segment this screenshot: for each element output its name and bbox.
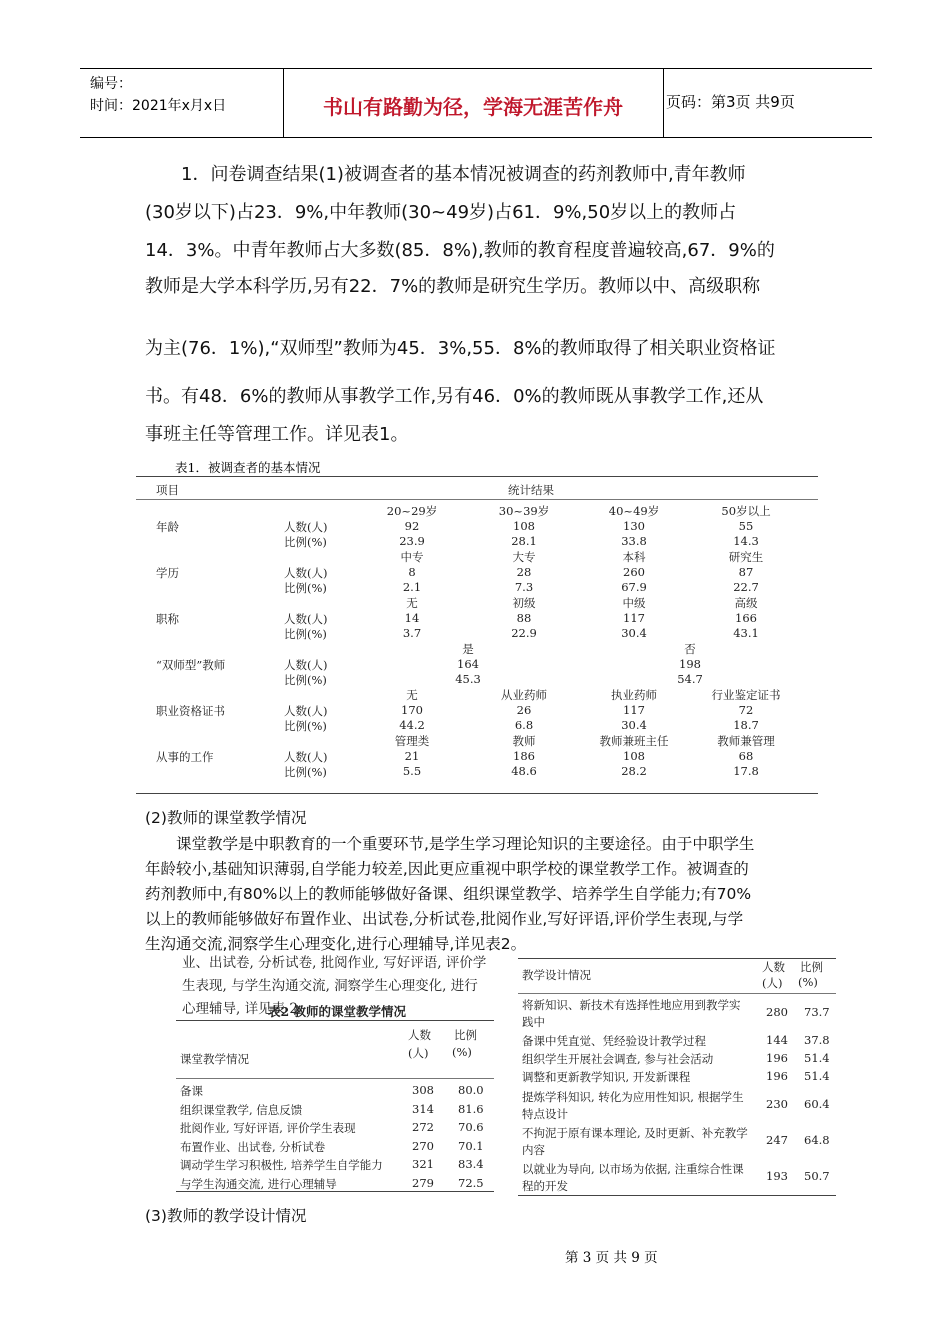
table2-row-item: 布置作业、出试卷, 分析试卷 xyxy=(180,1139,326,1154)
table1-category: 中级 xyxy=(622,596,646,610)
table3-col-ratio: 比例 xyxy=(800,960,823,974)
table3-row-item: 以就业为导向, 以市场为依据, 注重综合性课 xyxy=(522,1162,744,1176)
snippet-line: 生表现, 与学生沟通交流, 洞察学生心理变化, 进行 xyxy=(182,978,478,994)
table3-row-item: 践中 xyxy=(522,1015,545,1029)
table1-count-cell: 108 xyxy=(623,748,645,763)
table1-category: 大专 xyxy=(512,550,536,564)
table1-category: 高级 xyxy=(734,596,758,610)
table1-group-name: 年龄 xyxy=(156,519,179,534)
table3-row-count: 144 xyxy=(766,1033,788,1047)
table3-row-count: 230 xyxy=(766,1097,788,1111)
table1-ratio-cell: 3.7 xyxy=(402,626,422,640)
table1-count-cell: 260 xyxy=(623,564,645,579)
section2-line: 课堂教学是中职教育的一个重要环节,是学生学习理论知识的主要途径。由于中职学生 xyxy=(176,835,755,853)
table1-count-cell: 26 xyxy=(516,702,532,717)
table1-count-cell: 28 xyxy=(516,564,532,579)
table1-count-label: 人数(人) xyxy=(284,519,328,534)
table1-count-label: 人数(人) xyxy=(284,749,328,764)
table1-group-name: 职称 xyxy=(156,611,179,626)
table3-row-ratio: 51.4 xyxy=(804,1069,830,1083)
table3-row-item: 提炼学科知识, 转化为应用性知识, 根据学生 xyxy=(522,1090,744,1104)
table3-col-count-unit: (人) xyxy=(762,976,783,990)
table1-ratio-label: 比例(%) xyxy=(284,627,327,641)
table2-col-ratio-unit: (%) xyxy=(452,1045,472,1059)
table3-header-rule xyxy=(518,993,836,994)
table1-count-cell: 88 xyxy=(516,610,532,625)
table3-row-ratio: 60.4 xyxy=(804,1097,830,1111)
table1-category: 教师 xyxy=(512,734,536,748)
snippet-line: 心理辅导, 详见表 2。 xyxy=(182,1001,312,1017)
table1-category: 50岁以上 xyxy=(721,504,771,518)
table1-group-name: 职业资格证书 xyxy=(156,703,225,718)
table1-group-name: 从事的工作 xyxy=(156,749,214,764)
table1-ratio-cell: 6.8 xyxy=(514,718,534,732)
table3-col-count: 人数 xyxy=(762,960,785,974)
table3-row-count: 280 xyxy=(766,1005,788,1019)
table3-row-ratio: 73.7 xyxy=(804,1005,830,1019)
table2-row-ratio: 72.5 xyxy=(458,1176,484,1190)
table3-row-ratio: 50.7 xyxy=(804,1169,830,1183)
table1-count-label: 人数(人) xyxy=(284,611,328,626)
table3-row-ratio: 64.8 xyxy=(804,1133,830,1147)
table2-col-item: 课堂教学情况 xyxy=(180,1052,249,1066)
table1-body xyxy=(136,476,818,794)
table1-ratio-cell: 14.3 xyxy=(733,534,759,548)
table1-col-item: 项目 xyxy=(156,483,179,497)
table1-ratio-cell: 48.6 xyxy=(511,764,537,778)
table2-row-item: 备课 xyxy=(180,1084,203,1098)
table2-row-item: 调动学生学习积极性, 培养学生自学能力 xyxy=(180,1158,383,1173)
section2-line: 药剂教师中,有80%以上的教师能够做好备课、组织课堂教学、培养学生自学能力;有70% xyxy=(145,885,752,903)
table2-row-ratio: 80.0 xyxy=(458,1083,484,1097)
table1-ratio-cell: 54.7 xyxy=(677,672,703,686)
table3-row-item: 调整和更新教学知识, 开发新课程 xyxy=(522,1070,691,1084)
table2-row-count: 321 xyxy=(412,1157,434,1172)
header-page-number: 页码：第3页 共9页 xyxy=(666,93,795,111)
table3-row-item: 不拘泥于原有课本理论, 及时更新、补充教学 xyxy=(522,1126,748,1140)
intro-line: (30岁以下)占23．9%,中年教师(30~49岁)占61．9%,50岁以上的教师占 xyxy=(145,202,737,223)
table1-count-cell: 72 xyxy=(738,702,754,717)
table3-row-count: 193 xyxy=(766,1169,788,1183)
intro-line: 1．问卷调查结果(1)被调查者的基本情况被调查的药剂教师中,青年教师 xyxy=(181,164,746,185)
table1-count-cell: 164 xyxy=(457,656,479,671)
table3-row-item: 将新知识、新技术有选择性地应用到教学实 xyxy=(522,998,741,1012)
table1-ratio-cell: 33.8 xyxy=(621,534,647,548)
table1-ratio-cell: 44.2 xyxy=(399,718,425,732)
table1-category: 40~49岁 xyxy=(608,504,660,518)
table1-ratio-cell: 22.7 xyxy=(733,580,759,594)
table2-row-count: 279 xyxy=(412,1176,434,1190)
header-motto: 书山有路勤为径，学海无涯苦作舟 xyxy=(323,95,623,119)
table1-ratio-label: 比例(%) xyxy=(284,765,327,779)
table1-group-name: “双师型”教师 xyxy=(156,657,226,672)
table3-row-ratio: 51.4 xyxy=(804,1051,830,1065)
table2-row-count: 270 xyxy=(412,1138,434,1153)
table1-category: 是 xyxy=(462,642,474,656)
table1-count-cell: 186 xyxy=(513,748,535,763)
table1-category: 管理类 xyxy=(394,734,430,748)
table3-row-count: 196 xyxy=(766,1069,788,1083)
table1-ratio-label: 比例(%) xyxy=(284,581,327,595)
table1-ratio-cell: 5.5 xyxy=(402,764,422,778)
table3-row-item: 内容 xyxy=(522,1143,545,1157)
intro-line: 教师是大学本科学历,另有22．7%的教师是研究生学历。教师以中、高级职称 xyxy=(145,276,761,297)
snippet-line: 业、出试卷, 分析试卷, 批阅作业, 写好评语, 评价学 xyxy=(182,955,487,971)
table2-row-count: 314 xyxy=(412,1101,434,1116)
table1-ratio-cell: 23.9 xyxy=(399,534,425,548)
table1-ratio-cell: 45.3 xyxy=(455,672,481,686)
table2-row-ratio: 70.6 xyxy=(458,1120,484,1135)
table1-category: 无 xyxy=(406,596,418,610)
table1-category: 无 xyxy=(406,688,418,702)
table1-category: 研究生 xyxy=(728,550,764,564)
table1-count-cell: 170 xyxy=(401,702,423,717)
intro-line: 书。有48．6%的教师从事教学工作,另有46．0%的教师既从事教学工作,还从 xyxy=(145,386,764,407)
table1 xyxy=(136,458,818,794)
table1-category: 从业药师 xyxy=(501,688,547,702)
table1-ratio-cell: 22.9 xyxy=(511,626,537,640)
table1-count-cell: 14 xyxy=(404,610,420,625)
table2-row-item: 组织课堂教学, 信息反馈 xyxy=(180,1102,303,1117)
table3-row-item: 程的开发 xyxy=(522,1179,568,1193)
table1-ratio-cell: 18.7 xyxy=(733,718,759,732)
table2-col-count: 人数 xyxy=(408,1028,431,1042)
table2-row-item: 与学生沟通交流, 进行心理辅导 xyxy=(180,1177,337,1191)
table2-title: 表2 教师的课堂教学情况 xyxy=(268,1004,407,1019)
table1-count-cell: 68 xyxy=(738,748,754,763)
page-footer: 第 3 页 共 9 页 xyxy=(565,1250,658,1266)
table1-category: 本科 xyxy=(622,550,646,564)
table3-col-ratio-unit: (%) xyxy=(798,975,818,989)
table1-ratio-cell: 30.4 xyxy=(621,626,647,640)
section2-line: 以上的教师能够做好布置作业、出试卷,分析试卷,批阅作业,写好评语,评价学生表现,与学 xyxy=(145,910,744,928)
table1-category: 执业药师 xyxy=(611,688,657,702)
intro-line: 14．3%。中青年教师占大多数(85．8%),教师的教育程度普遍较高,67．9%的 xyxy=(145,240,775,261)
table1-ratio-cell: 17.8 xyxy=(733,764,759,778)
table1-count-label: 人数(人) xyxy=(284,565,328,580)
table1-category: 教师兼管理 xyxy=(717,734,775,748)
table1-ratio-cell: 43.1 xyxy=(733,626,759,640)
table2-row-count: 272 xyxy=(412,1120,434,1135)
intro-line: 为主(76．1%),“双师型”教师为45．3%,55．8%的教师取得了相关职业资格证 xyxy=(145,338,776,359)
table1-col-result: 统计结果 xyxy=(508,483,554,497)
table1-count-cell: 21 xyxy=(404,748,420,763)
table2-col-count-unit: (人) xyxy=(408,1046,429,1060)
table1-count-cell: 117 xyxy=(623,702,645,717)
table1-count-cell: 166 xyxy=(735,610,757,625)
header-divider xyxy=(663,69,664,137)
table1-header-rule xyxy=(136,499,818,500)
table2-col-ratio: 比例 xyxy=(454,1028,477,1042)
table1-count-cell: 92 xyxy=(404,518,420,533)
table1-ratio-label: 比例(%) xyxy=(284,673,327,687)
table3-row-count: 196 xyxy=(766,1051,788,1065)
table1-count-cell: 198 xyxy=(679,656,701,671)
header-date: 时间：2021年x月x日 xyxy=(90,98,227,114)
table1-ratio-cell: 7.3 xyxy=(514,580,534,594)
table1-ratio-cell: 28.1 xyxy=(511,534,537,548)
table1-count-cell: 87 xyxy=(738,564,754,579)
table3-row-item: 组织学生开展社会调查, 参与社会活动 xyxy=(522,1052,714,1066)
table1-count-cell: 108 xyxy=(513,518,535,533)
table1-ratio-cell: 28.2 xyxy=(621,764,647,778)
table2 xyxy=(176,1020,494,1192)
table1-category: 中专 xyxy=(400,550,424,564)
table1-category: 20~29岁 xyxy=(386,504,438,518)
table1-ratio-cell: 30.4 xyxy=(621,718,647,732)
table3-row-ratio: 37.8 xyxy=(804,1033,830,1047)
table1-count-label: 人数(人) xyxy=(284,657,328,672)
table1-count-cell: 8 xyxy=(408,564,416,579)
table3 xyxy=(518,958,836,1196)
header-meta xyxy=(90,73,226,117)
table3-col-item: 教学设计情况 xyxy=(522,968,591,982)
section2-heading: (2)教师的课堂教学情况 xyxy=(145,809,307,827)
table2-row-ratio: 83.4 xyxy=(458,1157,484,1172)
page-header xyxy=(80,68,872,138)
table1-ratio-cell: 2.1 xyxy=(402,580,422,594)
table1-count-cell: 55 xyxy=(738,518,754,533)
table2-row-ratio: 70.1 xyxy=(458,1138,484,1153)
table2-row-count: 308 xyxy=(412,1083,434,1097)
table1-count-cell: 130 xyxy=(623,518,645,533)
table1-category: 否 xyxy=(684,642,696,656)
section3-heading: (3)教师的教学设计情况 xyxy=(145,1207,307,1225)
table3-row-count: 247 xyxy=(766,1133,788,1147)
table1-category: 初级 xyxy=(512,596,536,610)
section2-line: 年龄较小,基础知识薄弱,自学能力较差,因此更应重视中职学校的课堂教学工作。被调查的 xyxy=(145,860,749,878)
table1-category: 教师兼班主任 xyxy=(599,734,669,748)
table1-group-name: 学历 xyxy=(156,565,179,580)
intro-line: 事班主任等管理工作。详见表1。 xyxy=(145,424,409,445)
table2-row-ratio: 81.6 xyxy=(458,1101,484,1116)
table1-ratio-label: 比例(%) xyxy=(284,719,327,733)
section2-line: 生沟通交流,洞察学生心理变化,进行心理辅导,详见表2。 xyxy=(145,935,527,953)
table1-ratio-cell: 67.9 xyxy=(621,580,647,594)
table1-ratio-label: 比例(%) xyxy=(284,535,327,549)
table1-category: 行业鉴定证书 xyxy=(711,688,781,702)
table3-row-item: 备课中凭直觉、凭经验设计教学过程 xyxy=(522,1034,706,1048)
header-number: 编号： xyxy=(90,76,132,92)
table1-category: 30~39岁 xyxy=(498,504,550,518)
table1-count-cell: 117 xyxy=(623,610,645,625)
table1-count-label: 人数(人) xyxy=(284,703,328,718)
table3-row-item: 特点设计 xyxy=(522,1107,568,1121)
table1-title: 表1．被调查者的基本情况 xyxy=(175,460,321,475)
table2-row-item: 批阅作业, 写好评语, 评价学生表现 xyxy=(180,1121,356,1136)
table2-header-rule xyxy=(176,1078,494,1079)
